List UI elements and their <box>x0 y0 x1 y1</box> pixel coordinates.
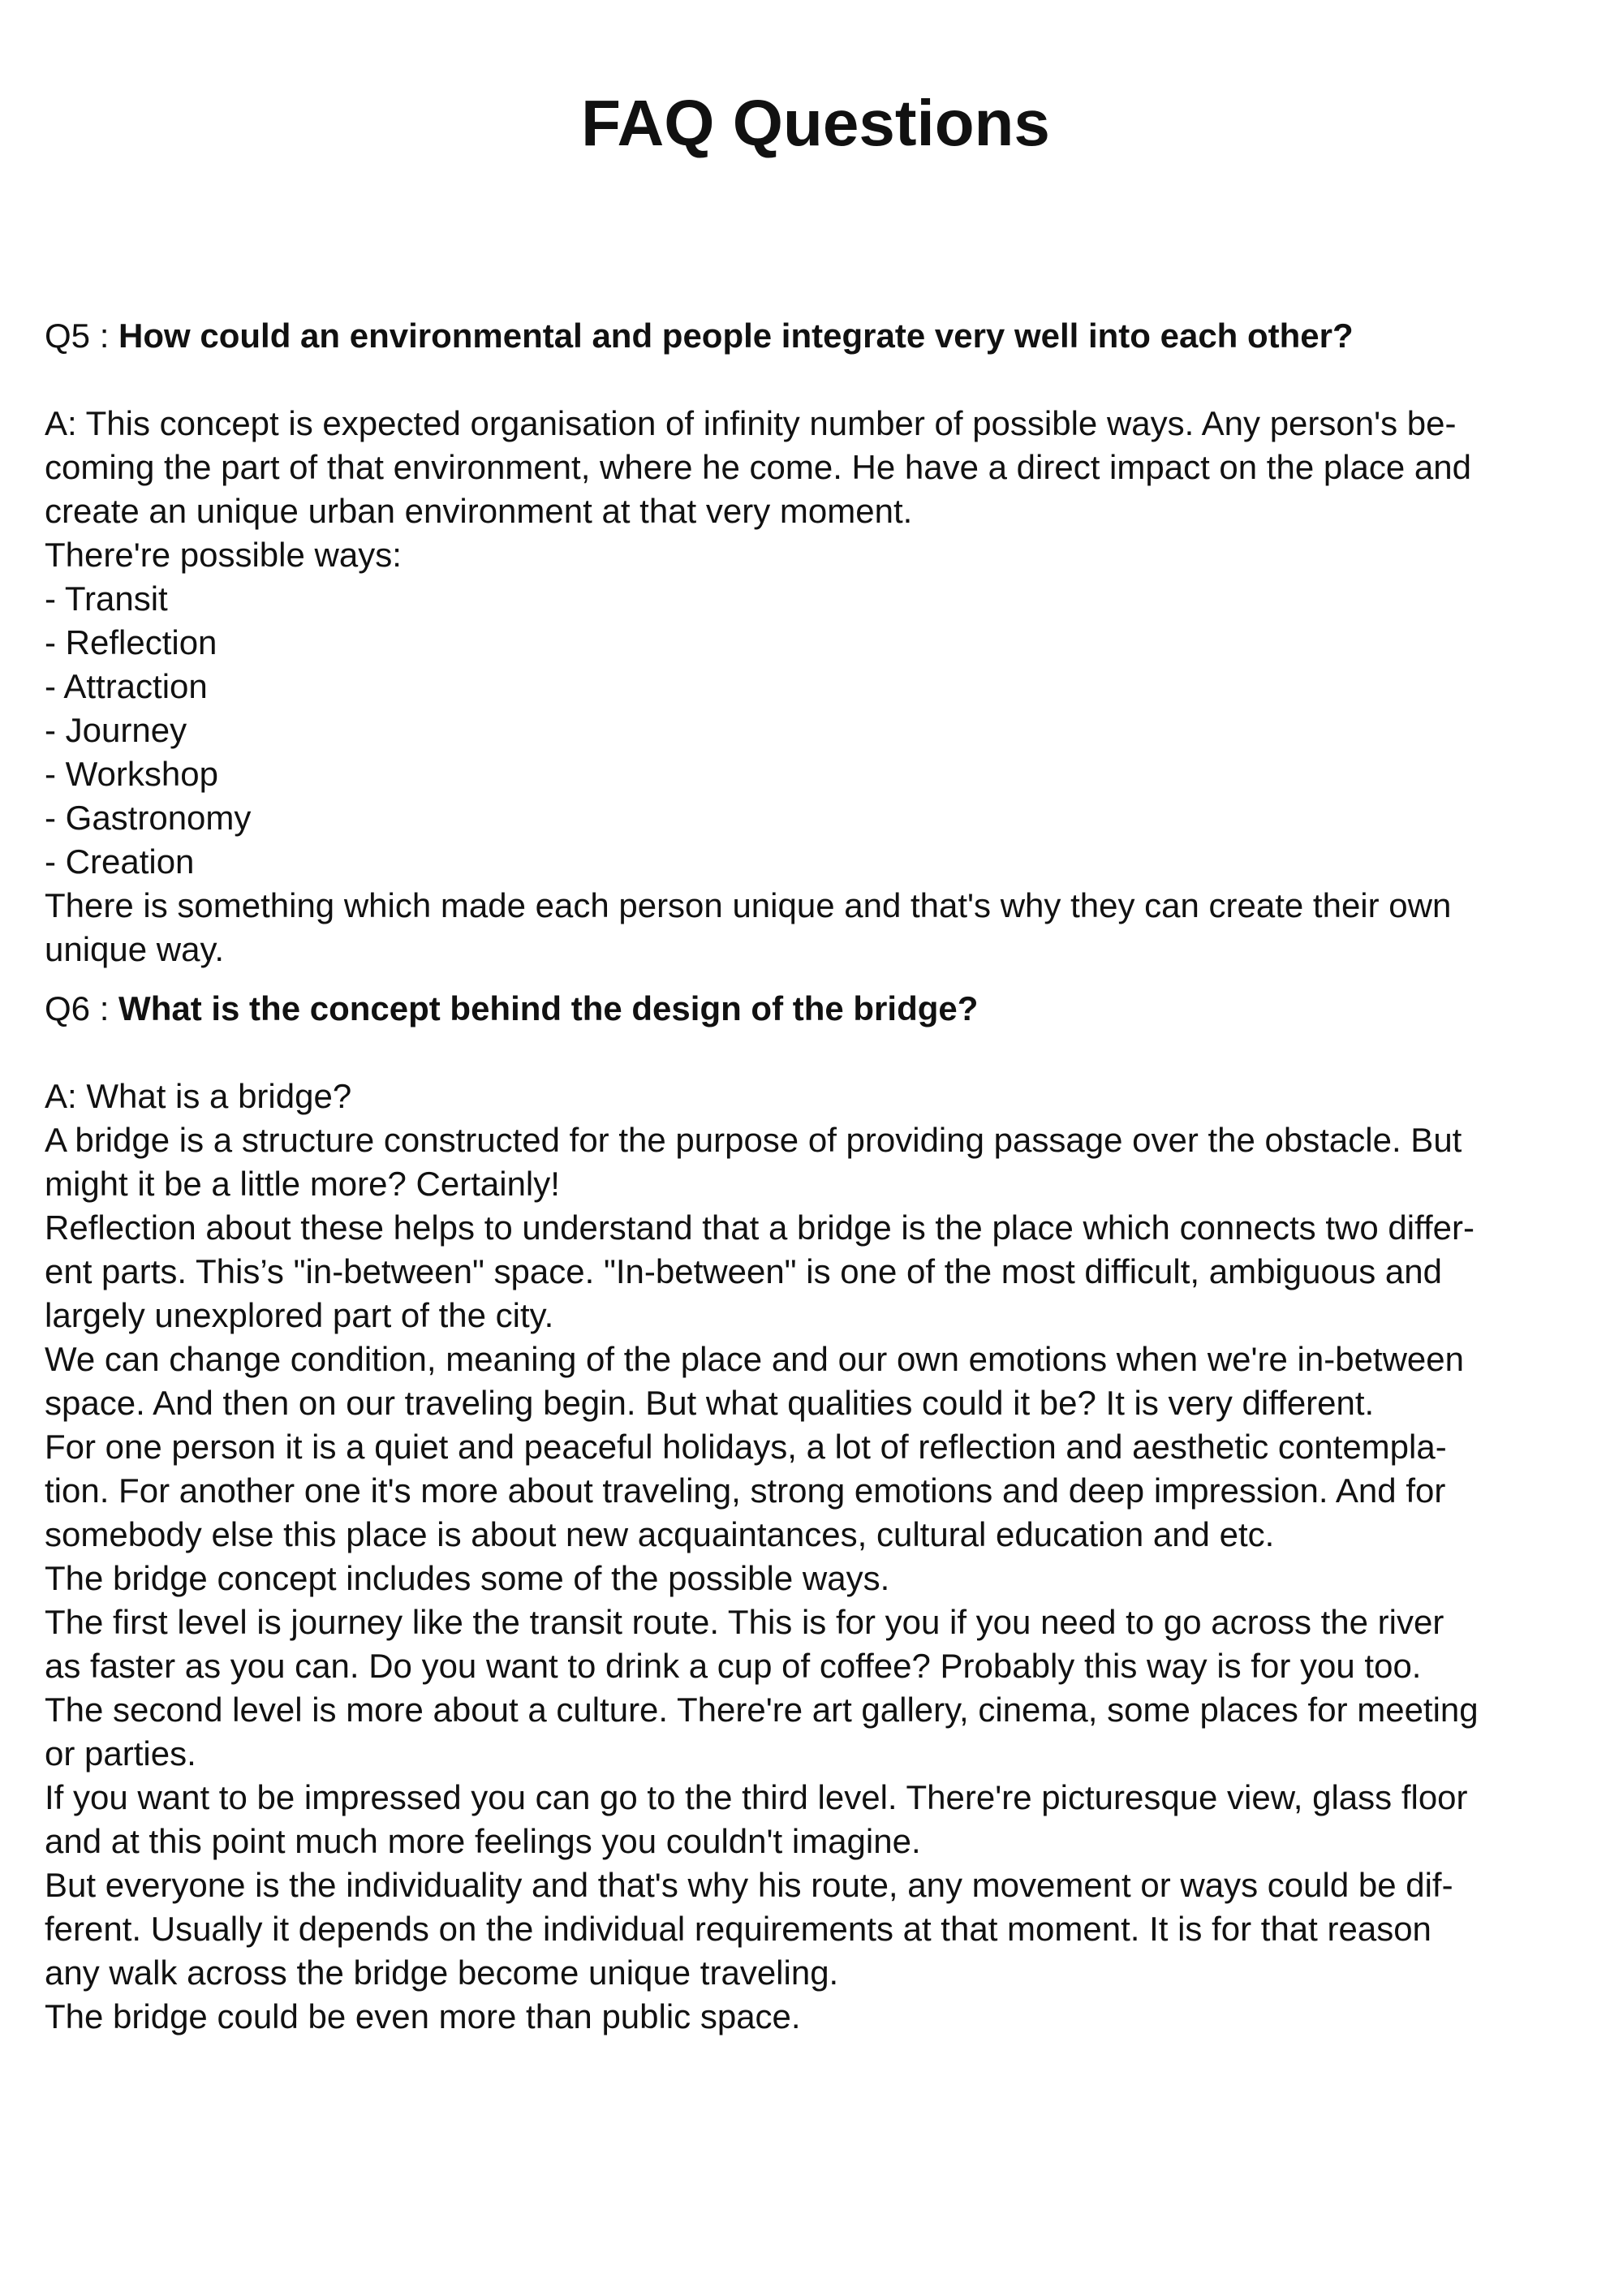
answer-line: Reflection about these helps to understand that a bridge is the place which connects two differ- <box>45 1208 1474 1247</box>
list-item: - Workshop <box>45 755 218 793</box>
answer-line: The second level is more about a culture. There're art gallery, cinema, some places for meeting <box>45 1691 1479 1729</box>
answer-line: There is something which made each person unique and that's why they can create their own <box>45 886 1452 924</box>
answer-line: The bridge could be even more than public space. <box>45 1997 801 2035</box>
list-item: - Reflection <box>45 623 217 661</box>
faq-item-q6 <box>45 987 1586 2039</box>
document-page <box>45 0 1586 2039</box>
answer-line: For one person it is a quiet and peaceful holidays, a lot of reflection and aesthetic contempla- <box>45 1428 1447 1466</box>
question-label: Q6 : <box>45 989 119 1027</box>
answer-q5 <box>45 402 1586 971</box>
list-item: - Attraction <box>45 667 208 705</box>
list-item: - Creation <box>45 842 195 881</box>
answer-line: The first level is journey like the transit route. This is for you if you need to go across the river <box>45 1603 1444 1641</box>
answer-line: and at this point much more feelings you couldn't imagine. <box>45 1822 921 1860</box>
answer-line: might it be a little more? Certainly! <box>45 1165 560 1203</box>
answer-line: largely unexplored part of the city. <box>45 1296 554 1334</box>
answer-line: A bridge is a structure constructed for the purpose of providing passage over the obstacle. But <box>45 1121 1462 1159</box>
question-text: How could an environmental and people integrate very well into each other? <box>118 317 1354 355</box>
answer-line: If you want to be impressed you can go to the third level. There're picturesque view, glass floor <box>45 1778 1468 1816</box>
faq-item-q5 <box>45 314 1586 971</box>
answer-line: any walk across the bridge become unique traveling. <box>45 1954 839 1992</box>
answer-line: The bridge concept includes some of the possible ways. <box>45 1559 890 1597</box>
page-title: FAQ Questions <box>581 87 1050 159</box>
answer-line: ferent. Usually it depends on the individual requirements at that moment. It is for that reason <box>45 1910 1431 1948</box>
answer-line: There're possible ways: <box>45 536 402 574</box>
answer-line: ent parts. This’s "in-between" space. "In-between" is one of the most difficult, ambiguous and <box>45 1252 1442 1290</box>
list-item: - Gastronomy <box>45 799 252 837</box>
answer-q6 <box>45 1075 1586 2039</box>
answer-line: We can change condition, meaning of the place and our own emotions when we're in-between <box>45 1340 1465 1378</box>
answer-line: somebody else this place is about new acquaintances, cultural education and etc. <box>45 1515 1275 1553</box>
answer-line: But everyone is the individuality and that's why his route, any movement or ways could be dif- <box>45 1866 1453 1904</box>
question-text: What is the concept behind the design of the bridge? <box>118 989 979 1027</box>
question-q6 <box>45 987 1586 1031</box>
list-item: - Transit <box>45 579 168 618</box>
question-label: Q5 : <box>45 317 119 355</box>
answer-line: A: What is a bridge? <box>45 1077 352 1115</box>
answer-line: or parties. <box>45 1734 196 1773</box>
list-item: - Journey <box>45 711 187 749</box>
answer-line: unique way. <box>45 930 225 968</box>
question-q5 <box>45 314 1586 358</box>
answer-line: tion. For another one it's more about traveling, strong emotions and deep impression. And for <box>45 1471 1446 1510</box>
answer-line: coming the part of that environment, where he come. He have a direct impact on the place and <box>45 448 1471 486</box>
answer-line: space. And then on our traveling begin. But what qualities could it be? It is very different. <box>45 1384 1375 1422</box>
answer-line: as faster as you can. Do you want to drink a cup of coffee? Probably this way is for you too. <box>45 1647 1422 1685</box>
answer-line: A: This concept is expected organisation of infinity number of possible ways. Any person's be- <box>45 404 1457 442</box>
answer-line: create an unique urban environment at that very moment. <box>45 492 913 530</box>
